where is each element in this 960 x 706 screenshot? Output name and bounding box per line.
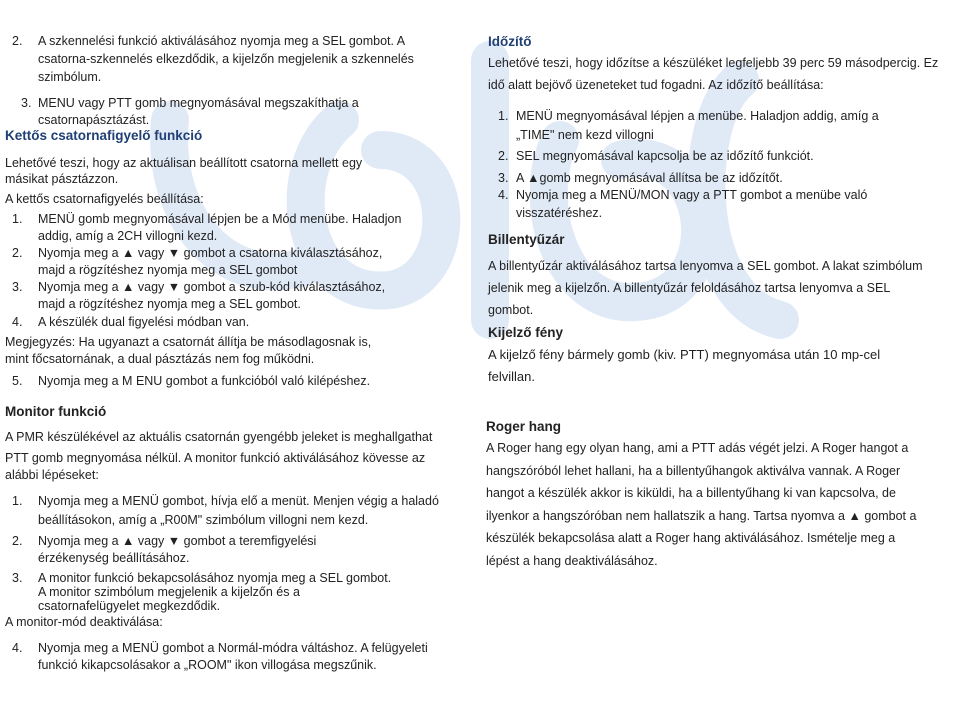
section-heading-keylock: Billentyűzár: [488, 232, 565, 247]
dual-step-3-line-1: Nyomja meg a ▲ vagy ▼ gombot a szub-kód kiválasztásához,: [38, 280, 386, 294]
scan-step-3-line-2: csatornapásztázást.: [38, 113, 150, 127]
dual-setup-label: A kettős csatornafigyelés beállítása:: [5, 192, 204, 206]
scan-step-2-line-2: csatorna-szkennelés elkezdődik, a kijelzőn megjelenik a szkennelés: [38, 52, 414, 66]
roger-line-6: lépést a hang deaktiválásához.: [486, 554, 658, 568]
roger-line-3: hangot a készülék akkor is kiküldi, ha a billentyűhang ki van kapcsolva, de: [486, 486, 896, 500]
scan-step-2-line-3: szimbólum.: [38, 70, 102, 84]
backlight-line-2: felvillan.: [488, 369, 535, 384]
dual-step-2-line-1: Nyomja meg a ▲ vagy ▼ gombot a csatorna kiválasztásához,: [38, 246, 383, 260]
monitor-step-1-line-2: beállításokon, amíg a „R00M" szimbólum villogni nem kezd.: [38, 513, 369, 527]
timer-step-1-line-1: MENÜ megnyomásával lépjen a menübe. Haladjon addig, amíg a: [516, 109, 879, 123]
roger-line-5: készülék bekapcsolása alatt a Roger hang aktiválásához. Ismételje meg a: [486, 531, 896, 545]
step-number: 2.: [12, 534, 23, 548]
monitor-step-4-line-2: funkció kikapcsolásakor a „ROOM" ikon villogása megszűnik.: [38, 658, 377, 672]
step-number: 2.: [12, 246, 23, 260]
monitor-intro-line-1: A PMR készülékével az aktuális csatornán gyengébb jeleket is meghallgathat: [5, 430, 433, 444]
monitor-step-2-line-1: Nyomja meg a ▲ vagy ▼ gombot a teremfigyelési: [38, 534, 317, 548]
dual-step-2-line-2: majd a rögzítéshez nyomja meg a SEL gombot: [38, 263, 298, 277]
scan-step-3-line-1: MENU vagy PTT gomb megnyomásával megszakíthatja a: [38, 96, 359, 110]
section-heading-roger: Roger hang: [486, 419, 562, 434]
step-number: 3.: [498, 171, 509, 185]
step-number: 1.: [12, 494, 23, 508]
step-number: 3.: [21, 96, 32, 110]
step-number: 3.: [12, 280, 23, 294]
keylock-line-2: jelenik meg a kijelzőn. A billentyűzár feloldásához tartsa lenyomva a SEL: [488, 281, 891, 295]
timer-step-2: SEL megnyomásával kapcsolja be az időzítő funkciót.: [516, 149, 814, 163]
dual-step-1-line-1: MENÜ gomb megnyomásával lépjen be a Mód menübe. Haladjon: [38, 212, 402, 226]
timer-intro-line-1: Lehetővé teszi, hogy időzítse a készüléket legfeljebb 39 perc 59 másodpercig. Ez: [488, 56, 939, 70]
timer-step-1-line-2: „TIME" nem kezd villogni: [516, 128, 654, 142]
step-number: 4.: [498, 188, 509, 202]
note-line-1: Megjegyzés: Ha ugyanazt a csatornát állítja be másodlagosnak is,: [5, 335, 372, 349]
dual-step-1-line-2: addig, amíg a 2CH villogni kezd.: [38, 229, 218, 243]
section-heading-dual-watch: Kettős csatornafigyelő funkció: [5, 128, 203, 143]
timer-step-4-line-1: Nyomja meg a MENÜ/MON vagy a PTT gombot a menübe való: [516, 188, 868, 202]
backlight-line-1: A kijelző fény bármely gomb (kiv. PTT) megnyomása után 10 mp-cel: [488, 347, 881, 362]
dual-step-4: A készülék dual figyelési módban van.: [38, 315, 250, 329]
monitor-off-label: A monitor-mód deaktiválása:: [5, 615, 163, 629]
note-line-2: mint főcsatornának, a dual pásztázás nem fog működni.: [5, 352, 315, 366]
section-heading-timer: Időzítő: [488, 34, 532, 49]
step-number: 2.: [12, 34, 23, 48]
monitor-intro-line-3: alábbi lépéseket:: [5, 468, 99, 482]
keylock-line-1: A billentyűzár aktiválásához tartsa lenyomva a SEL gombot. A lakat szimbólum: [488, 259, 923, 273]
dual-intro-line-1: Lehetővé teszi, hogy az aktuálisan beállított csatorna mellett egy: [5, 156, 363, 170]
dual-step-3-line-2: majd a rögzítéshez nyomja meg a SEL gombot.: [38, 297, 301, 311]
step-number: 2.: [498, 149, 509, 163]
monitor-step-3-line-1: A monitor funkció bekapcsolásához nyomja meg a SEL gombot.: [38, 571, 392, 585]
monitor-step-4-line-1: Nyomja meg a MENÜ gombot a Normál-módra váltáshoz. A felügyeleti: [38, 641, 428, 655]
keylock-line-3: gombot.: [488, 303, 534, 317]
step-number: 4.: [12, 315, 23, 329]
section-heading-backlight: Kijelző fény: [488, 325, 564, 340]
monitor-intro-line-2: PTT gomb megnyomása nélkül. A monitor funkció aktiválásához kövesse az: [5, 451, 426, 465]
step-number: 1.: [12, 212, 23, 226]
roger-line-1: A Roger hang egy olyan hang, ami a PTT adás végét jelzi. A Roger hangot a: [486, 441, 909, 455]
monitor-step-3-line-3: csatornafelügyelet megkezdődik.: [38, 599, 221, 613]
step-number: 3.: [12, 571, 23, 585]
monitor-step-3-line-2: A monitor szimbólum megjelenik a kijelzőn és a: [38, 585, 300, 599]
roger-line-2: hangszóróból lehet hallani, ha a billentyűhangok aktiválva vannak. A Roger: [486, 464, 901, 478]
dual-step-5: Nyomja meg a M ENU gombot a funkcióból való kilépéshez.: [38, 374, 371, 388]
step-number: 5.: [12, 374, 23, 388]
timer-step-3: A ▲gomb megnyomásával állítsa be az időzítőt.: [516, 171, 783, 185]
monitor-step-2-line-2: érzékenység beállításához.: [38, 551, 190, 565]
monitor-step-1-line-1: Nyomja meg a MENÜ gombot, hívja elő a menüt. Menjen végig a haladó: [38, 494, 439, 508]
timer-intro-line-2: idő alatt bejövő üzeneteket tud fogadni. Az időzítő beállítása:: [488, 78, 824, 92]
section-heading-monitor: Monitor funkció: [5, 404, 107, 419]
step-number: 1.: [498, 109, 509, 123]
roger-line-4: ilyenkor a hangszóróban nem hallatszik a hang. Tartsa nyomva a ▲ gombot a: [486, 509, 917, 523]
scan-step-2-line-1: A szkennelési funkció aktiválásához nyomja meg a SEL gombot. A: [38, 34, 406, 48]
timer-step-4-line-2: visszatéréshez.: [516, 206, 603, 220]
step-number: 4.: [12, 641, 23, 655]
dual-intro-line-2: másikat pásztázzon.: [5, 172, 119, 186]
